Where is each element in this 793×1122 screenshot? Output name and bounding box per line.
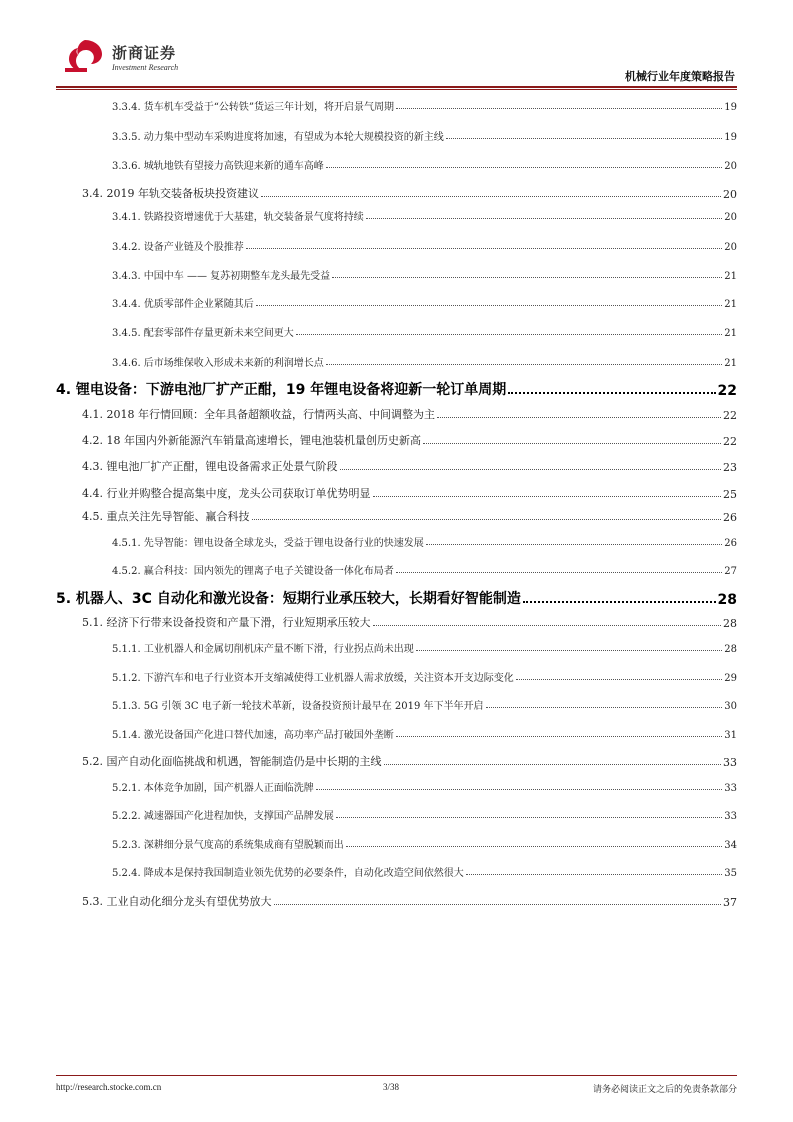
- toc-entry-page: 28: [724, 644, 737, 655]
- toc-leader-dots: [373, 496, 722, 497]
- toc-leader-dots: [256, 305, 722, 306]
- toc-entry-title: 3.3.5. 动力集中型动车采购进度将加速，有望成为本轮大规模投资的新主线: [112, 132, 444, 143]
- toc-leader-dots: [446, 138, 722, 139]
- toc-leader-dots: [416, 650, 722, 651]
- toc-entry[interactable]: [56, 324, 737, 339]
- toc-entry[interactable]: [56, 864, 737, 879]
- toc-entry-title: 5.2.2. 减速器国产化进程加快，支撑国产品牌发展: [112, 811, 334, 822]
- toc-entry-page: 20: [724, 242, 737, 253]
- toc-leader-dots: [486, 707, 723, 708]
- toc-leader-dots: [366, 218, 722, 219]
- toc-entry-page: 19: [724, 132, 737, 143]
- toc-entry-page: 33: [724, 811, 737, 822]
- toc-entry[interactable]: [56, 893, 737, 909]
- footer-divider: [56, 1075, 737, 1076]
- toc-entry-page: 33: [724, 783, 737, 794]
- toc-entry-title: 3.4.6. 后市场维保收入形成未来新的利润增长点: [112, 358, 324, 369]
- toc-entry[interactable]: [56, 534, 737, 549]
- toc-entry-page: 21: [724, 271, 737, 282]
- toc-entry-title: 5. 机器人、3C 自动化和激光设备：短期行业承压较大，长期看好智能制造: [56, 591, 521, 607]
- toc-entry[interactable]: [56, 640, 737, 655]
- report-title: 机械行业年度策略报告: [625, 70, 735, 83]
- toc-entry-page: 37: [723, 896, 737, 909]
- toc-entry[interactable]: [56, 238, 737, 253]
- toc-leader-dots: [516, 679, 722, 680]
- toc-leader-dots: [384, 764, 722, 765]
- toc-leader-dots: [316, 789, 722, 790]
- toc-entry-title: 3.3.4. 货车机车受益于“公转铁”货运三年计划，将开启景气周期: [112, 102, 395, 113]
- toc-leader-dots: [396, 108, 722, 109]
- toc-entry[interactable]: [56, 98, 737, 113]
- toc-leader-dots: [396, 736, 722, 737]
- toc-entry[interactable]: [56, 485, 737, 501]
- toc-entry-title: 3.4.5. 配套零部件存量更新未来空间更大: [112, 328, 294, 339]
- toc-entry[interactable]: [56, 836, 737, 851]
- toc-entry[interactable]: [56, 267, 737, 282]
- toc-leader-dots: [261, 196, 721, 197]
- toc-entry-title: 3.4.1. 铁路投资增速优于大基建，轨交装备景气度将持续: [112, 212, 364, 223]
- toc-leader-dots: [426, 544, 722, 545]
- footer-url[interactable]: http://research.stocke.com.cn: [56, 1082, 162, 1092]
- toc-leader-dots: [340, 469, 722, 470]
- toc-entry-page: 26: [724, 538, 737, 549]
- toc-entry-title: 4.5. 重点关注先导智能、赢合科技: [82, 510, 250, 523]
- toc-entry[interactable]: [56, 354, 737, 369]
- toc-entry-page: 20: [724, 212, 737, 223]
- toc-entry-title: 3.4.4. 优质零部件企业紧随其后: [112, 299, 254, 310]
- toc-entry-page: 26: [723, 511, 737, 524]
- toc-entry[interactable]: [56, 697, 737, 712]
- toc-entry-title: 5.1. 经济下行带来设备投资和产量下滑，行业短期承压较大: [82, 616, 371, 629]
- toc-entry-page: 20: [723, 188, 737, 201]
- toc-entry[interactable]: [56, 779, 737, 794]
- toc-entry[interactable]: [56, 562, 737, 577]
- toc-entry-title: 4.5.2. 赢合科技：国内领先的锂离子电子关键设备一体化布局者: [112, 566, 394, 577]
- page-number: 3/38: [383, 1082, 400, 1092]
- toc-entry-page: 28: [717, 592, 737, 608]
- logo-english-name: Investment Research: [112, 63, 179, 72]
- toc-entry-page: 33: [723, 756, 737, 769]
- header-divider-thin: [56, 89, 737, 90]
- page-header: [56, 32, 737, 88]
- zheshang-logo-icon: [64, 38, 106, 74]
- toc-entry-title: 5.2. 国产自动化面临挑战和机遇，智能制造仍是中长期的主线: [82, 755, 382, 768]
- toc-entry[interactable]: [56, 432, 737, 448]
- toc-entry-title: 3.4. 2019 年轨交装备板块投资建议: [82, 187, 259, 200]
- toc-leader-dots: [396, 572, 722, 573]
- toc-entry[interactable]: [56, 614, 737, 630]
- toc-leader-dots: [336, 817, 722, 818]
- toc-entry-title: 4.1. 2018 年行情回顾：全年具备超额收益，行情两头高、中间调整为主: [82, 408, 435, 421]
- toc-entry[interactable]: [56, 295, 737, 310]
- toc-entry-page: 21: [724, 328, 737, 339]
- toc-entry-page: 28: [723, 617, 737, 630]
- toc-entry-title: 5.3. 工业自动化细分龙头有望优势放大: [82, 895, 272, 908]
- toc-entry[interactable]: [56, 726, 737, 741]
- toc-leader-dots: [274, 904, 722, 905]
- toc-entry-title: 5.1.1. 工业机器人和金属切削机床产量不断下滑，行业拐点尚未出现: [112, 644, 414, 655]
- toc-entry[interactable]: [56, 406, 737, 422]
- toc-entry-page: 35: [724, 868, 737, 879]
- toc-entry[interactable]: [56, 807, 737, 822]
- toc-entry-page: 21: [724, 299, 737, 310]
- toc-entry-title: 4.4. 行业并购整合提高集中度，龙头公司获取订单优势明显: [82, 487, 371, 500]
- toc-entry-page: 20: [724, 161, 737, 172]
- toc-entry-title: 3.4.2. 设备产业链及个股推荐: [112, 242, 244, 253]
- header-divider: [56, 86, 737, 88]
- toc-leader-dots: [326, 364, 722, 365]
- toc-entry-title: 4. 锂电设备：下游电池厂扩产正酣，19 年锂电设备将迎新一轮订单周期: [56, 382, 507, 398]
- toc-entry[interactable]: [56, 185, 737, 201]
- toc-leader-dots: [523, 601, 716, 603]
- toc-entry[interactable]: [56, 208, 737, 223]
- toc-entry-title: 4.3. 锂电池厂扩产正酣，锂电设备需求正处景气阶段: [82, 460, 338, 473]
- toc-entry-page: 31: [724, 730, 737, 741]
- toc-entry[interactable]: [56, 458, 737, 474]
- toc-entry-page: 27: [724, 566, 737, 577]
- toc-leader-dots: [296, 334, 722, 335]
- toc-entry[interactable]: [56, 128, 737, 143]
- toc-entry-page: 29: [724, 673, 737, 684]
- toc-leader-dots: [466, 874, 722, 875]
- toc-leader-dots: [326, 167, 722, 168]
- toc-entry-page: 19: [724, 102, 737, 113]
- toc-leader-dots: [423, 443, 721, 444]
- toc-leader-dots: [246, 248, 722, 249]
- toc-entry-title: 4.2. 18 年国内外新能源汽车销量高速增长，锂电池装机量创历史新高: [82, 434, 421, 447]
- toc-entry-title: 5.1.3. 5G 引领 3C 电子新一轮技术革新，设备投资预计最早在 2019 年下半年开启: [112, 701, 484, 712]
- toc-entry[interactable]: [56, 753, 737, 769]
- toc-leader-dots: [508, 392, 715, 394]
- toc-entry-title: 4.5.1. 先导智能：锂电设备全球龙头，受益于锂电设备行业的快速发展: [112, 538, 424, 549]
- logo-chinese-name: 浙商证券: [112, 44, 177, 62]
- toc-entry-title: 3.3.6. 城轨地铁有望接力高铁迎来新的通车高峰: [112, 161, 324, 172]
- toc-entry-title: 5.1.4. 激光设备国产化进口替代加速，高功率产品打破国外垄断: [112, 730, 394, 741]
- toc-entry[interactable]: [56, 157, 737, 172]
- toc-entry-page: 22: [723, 435, 737, 448]
- toc-leader-dots: [252, 519, 722, 520]
- toc-entry-page: 23: [723, 461, 737, 474]
- toc-entry-title: 3.4.3. 中国中车 —— 复苏初期整车龙头最先受益: [112, 271, 331, 282]
- toc-entry-page: 22: [723, 409, 737, 422]
- toc-entry-page: 30: [724, 701, 737, 712]
- toc-entry[interactable]: [56, 669, 737, 684]
- toc-leader-dots: [373, 625, 722, 626]
- disclaimer-note: 请务必阅读正文之后的免责条款部分: [592, 1085, 737, 1095]
- toc-entry-page: 34: [724, 840, 737, 851]
- toc-entry-page: 22: [717, 383, 737, 399]
- toc-entry-title: 5.2.4. 降成本是保持我国制造业领先优势的必要条件，自动化改造空间依然很大: [112, 868, 464, 879]
- toc-entry-title: 5.2.1. 本体竞争加剧，国产机器人正面临洗牌: [112, 783, 314, 794]
- toc-entry-page: 25: [723, 488, 737, 501]
- toc-leader-dots: [332, 277, 722, 278]
- toc-entry-title: 5.1.2. 下游汽车和电子行业资本开支缩减使得工业机器人需求放缓，关注资本开支边际变化: [112, 673, 514, 684]
- toc-leader-dots: [346, 846, 722, 847]
- toc-entry-page: 21: [724, 358, 737, 369]
- toc-leader-dots: [437, 417, 721, 418]
- toc-entry[interactable]: [56, 508, 737, 524]
- toc-entry[interactable]: [56, 588, 737, 608]
- toc-entry[interactable]: [56, 379, 737, 399]
- toc-entry-title: 5.2.3. 深耕细分景气度高的系统集成商有望脱颖而出: [112, 840, 344, 851]
